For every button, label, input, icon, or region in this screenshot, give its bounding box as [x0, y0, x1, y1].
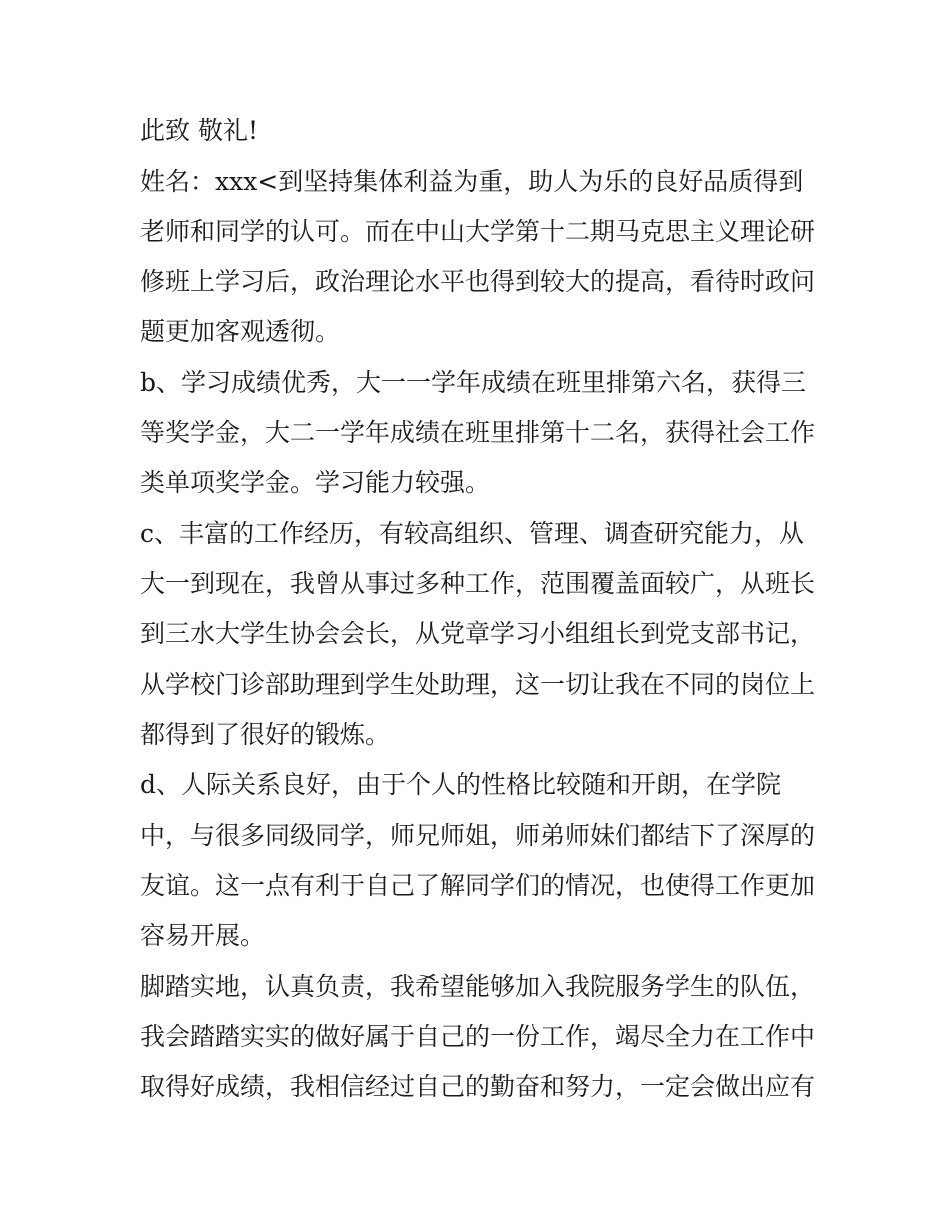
text-line: 姓名：xxx<到坚持集体利益为重，助人为乐的良好品质得到 — [140, 167, 804, 196]
text-line: 都得到了很好的锻炼。 — [140, 720, 391, 749]
text-line: 大一到现在，我曾从事过多种工作，范围覆盖面较广，从班长 — [140, 569, 816, 598]
text-line: 等奖学金，大二一学年成绩在班里排第十二名，获得社会工作 — [140, 418, 816, 447]
text-line: 友谊。这一点有利于自己了解同学们的情况，也使得工作更加 — [140, 871, 816, 900]
text-line: 从学校门诊部助理到学生处助理，这一切让我在不同的岗位上 — [140, 670, 816, 699]
text-line: 此致 敬礼! — [140, 116, 258, 145]
text-line: 中，与很多同级同学，师兄师姐，师弟师妹们都结下了深厚的 — [140, 821, 816, 850]
text-line: 类单项奖学金。学习能力较强。 — [140, 468, 491, 497]
text-line: 修班上学习后，政治理论水平也得到较大的提高，看待时政问 — [140, 267, 816, 296]
text-line: d、人际关系良好，由于个人的性格比较随和开朗，在学院 — [140, 770, 782, 799]
text-line: 老师和同学的认可。而在中山大学第十二期马克思主义理论研 — [140, 217, 816, 246]
text-line: 脚踏实地，认真负责，我希望能够加入我院服务学生的队伍， — [140, 972, 816, 1001]
text-line: b、学习成绩优秀，大一一学年成绩在班里排第六名，获得三 — [140, 368, 807, 397]
text-line: 题更加客观透彻。 — [140, 317, 341, 346]
text-line: 取得好成绩，我相信经过自己的勤奋和努力，一定会做出应有 — [140, 1072, 816, 1101]
text-line: 容易开展。 — [140, 921, 266, 950]
text-line: c、丰富的工作经历，有较高组织、管理、调查研究能力，从 — [140, 519, 805, 548]
text-line: 到三水大学生协会会长，从党章学习小组组长到党支部书记， — [140, 619, 816, 648]
text-line: 我会踏踏实实的做好属于自己的一份工作，竭尽全力在工作中 — [140, 1022, 816, 1051]
